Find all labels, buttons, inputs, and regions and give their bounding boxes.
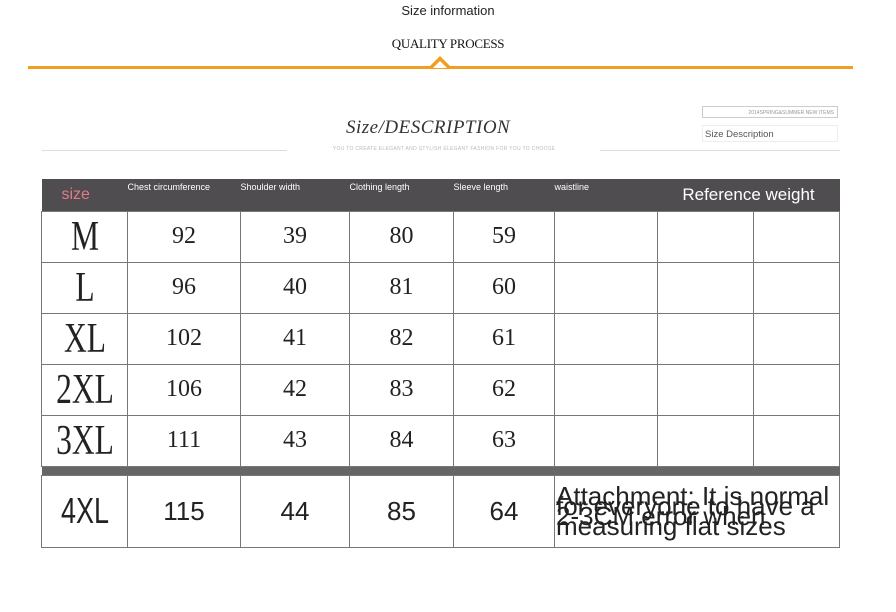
cell-shoulder: 44 — [241, 475, 350, 547]
cell-shoulder: 43 — [241, 415, 350, 466]
cell-sleeve: 59 — [454, 211, 555, 262]
cell-empty — [658, 415, 754, 466]
table-row — [42, 211, 840, 262]
cell-empty — [555, 415, 658, 466]
cell-empty — [754, 364, 840, 415]
cell-empty — [658, 262, 754, 313]
cell-empty — [658, 364, 754, 415]
cell-sleeve: 64 — [454, 475, 555, 547]
table-separator — [42, 466, 840, 475]
cell-empty — [754, 415, 840, 466]
header-shoulder: Shoulder width — [241, 179, 350, 211]
cell-length: 83 — [350, 364, 454, 415]
divider — [600, 150, 840, 151]
cell-sleeve: 60 — [454, 262, 555, 313]
cell-empty — [555, 211, 658, 262]
table-row — [42, 364, 840, 415]
divider-arrow-inner — [433, 61, 447, 68]
cell-empty — [658, 211, 754, 262]
table-row — [42, 262, 840, 313]
cell-chest: 106 — [128, 364, 241, 415]
cell-empty — [754, 313, 840, 364]
cell-empty — [555, 262, 658, 313]
cell-sleeve: 61 — [454, 313, 555, 364]
size-description-tag: Size Description — [702, 125, 838, 142]
separator-bar — [42, 466, 840, 475]
divider — [42, 150, 287, 151]
cell-shoulder: 42 — [241, 364, 350, 415]
header-chest: Chest circumference — [128, 179, 241, 211]
section-subtitle: QUALITY PROCESS — [391, 36, 505, 51]
cell-shoulder: 41 — [241, 313, 350, 364]
cell-empty — [555, 313, 658, 364]
cell-length: 80 — [350, 211, 454, 262]
cell-empty — [754, 262, 840, 313]
cell-sleeve: 63 — [454, 415, 555, 466]
cell-chest: 96 — [128, 262, 241, 313]
cell-chest: 115 — [128, 475, 241, 547]
cell-chest: 111 — [128, 415, 241, 466]
table-row — [42, 313, 840, 364]
cell-size: 2XL — [52, 364, 117, 415]
header-sleeve: Sleeve length — [454, 179, 555, 211]
measurement-note: Attachment: It is normal for everyone to have a 2-3CM error when measuring flat sizes — [555, 475, 840, 547]
cell-empty — [555, 364, 658, 415]
cell-length: 82 — [350, 313, 454, 364]
cell-length: 84 — [350, 415, 454, 466]
cell-size: 4XL — [52, 475, 117, 547]
cell-size: 3XL — [52, 415, 117, 466]
cell-chest: 92 — [128, 211, 241, 262]
cell-length: 85 — [350, 475, 454, 547]
header-length: Clothing length — [350, 179, 454, 211]
page-title: Size information — [401, 3, 495, 18]
header-reference-weight: Reference weight — [658, 179, 840, 211]
cell-size: XL — [52, 313, 117, 364]
header-waistline: waistline — [555, 179, 658, 211]
cell-shoulder: 40 — [241, 262, 350, 313]
cell-shoulder: 39 — [241, 211, 350, 262]
cell-size: M — [52, 211, 117, 262]
cell-sleeve: 62 — [454, 364, 555, 415]
cell-chest: 102 — [128, 313, 241, 364]
cell-empty — [754, 211, 840, 262]
table-row — [42, 415, 840, 466]
table-row — [42, 475, 840, 547]
cell-length: 81 — [350, 262, 454, 313]
table-header-row — [42, 179, 840, 211]
cell-size: L — [52, 262, 117, 313]
header-size: size — [42, 179, 128, 211]
season-tag: 2014SPRING&SUMMER NEW ITEMS — [702, 106, 838, 118]
size-table — [41, 179, 840, 548]
cell-empty — [658, 313, 754, 364]
description-title: Size/DESCRIPTION — [346, 117, 511, 138]
description-tagline: YOU TO CREATE ELEGANT AND STYLISH ELEGANT FASHION FOR YOU TO CHOOSE — [332, 146, 556, 152]
